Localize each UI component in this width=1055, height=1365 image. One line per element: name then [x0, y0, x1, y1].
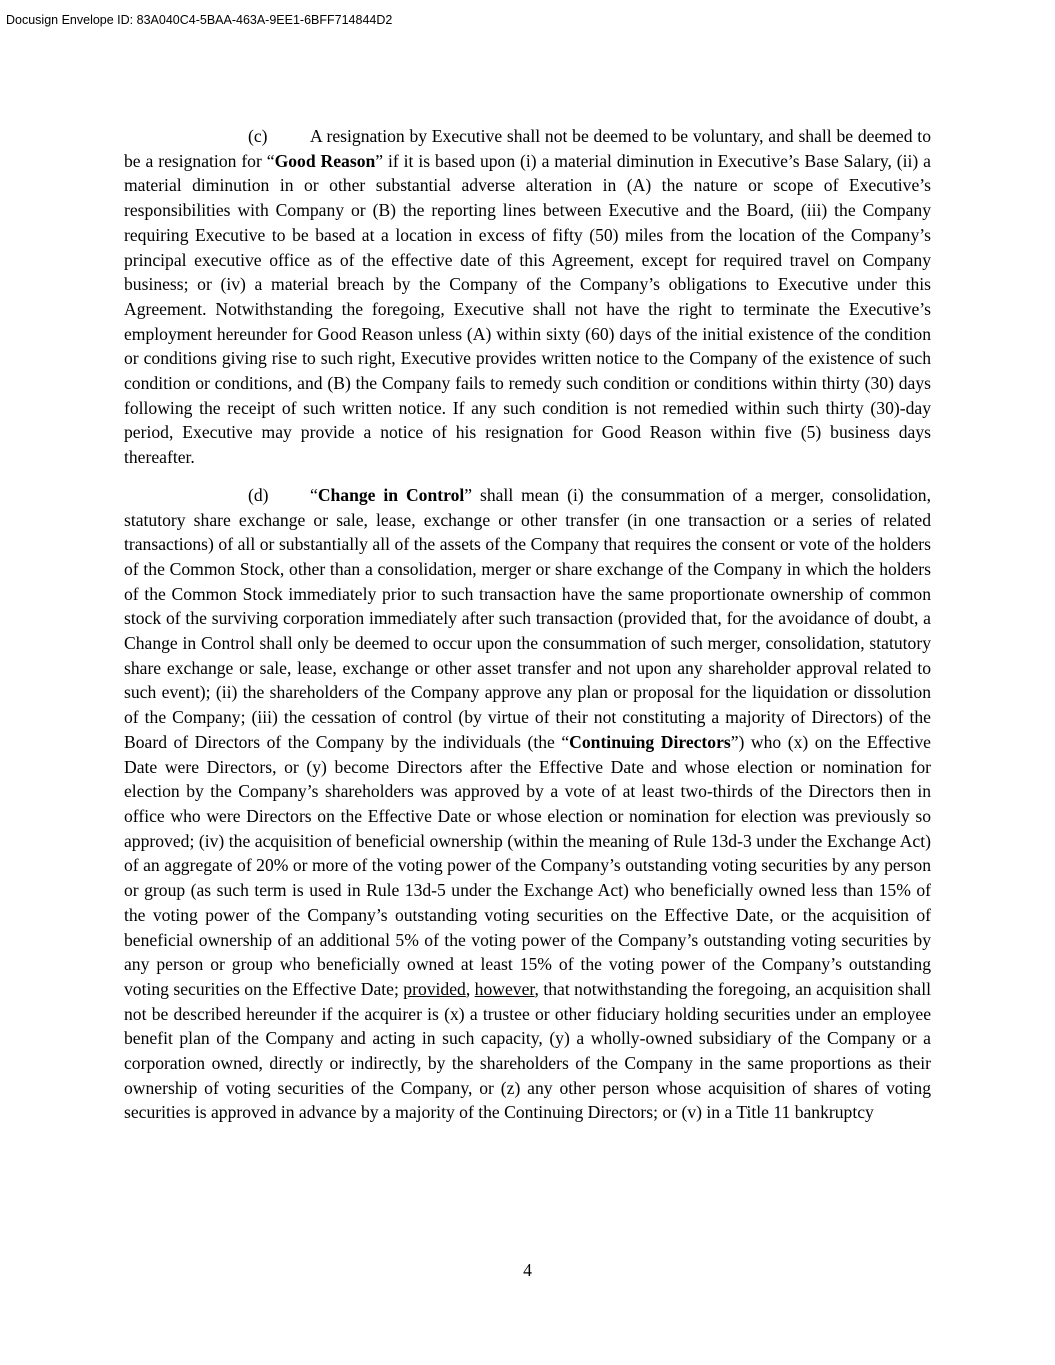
paragraph-c-text-2: ” if it is based upon (i) a material diminution in Executive’s Base Salary, (ii) a material diminution in or other substantial adverse alteration in (A) the nature or scope of Executive’s responsibilities with Company or (B) the reporting lines between Executive and the Board, (iii) the Company requiring Executive to be based at a location in excess of fifty (50) miles from the location of the Company’s principal executive office as of the effective date of this Agreement, except for required travel on Company business; or (iv) a material breach by the Company of the Company’s obligations to Executive under this Agreement. Notwithstanding the foregoing, Executive shall not have the right to terminate the Executive’s employment hereunder for Good Reason unless (A) within sixty (60) days of the initial existence of the condition or conditions giving rise to such right, Executive provides written notice to the Company of the existence of such condition or conditions, and (B) the Company fails to remedy such condition or conditions within thirty (30) days following the receipt of such written notice. If any such condition is not remedied within such thirty (30)-day period, Executive may provide a notice of his resignation for Good Reason within five (5) business days thereafter. [124, 150, 931, 468]
document-body [124, 124, 931, 1125]
underlined-provided: provided [403, 978, 466, 999]
defined-term-good-reason: Good Reason [274, 150, 376, 171]
paragraph-d [124, 483, 931, 1125]
defined-term-change-in-control: Change in Control [317, 484, 465, 505]
envelope-id-header: Docusign Envelope ID: 83A040C4-5BAA-463A-9EE1-6BFF714844D2 [6, 13, 393, 27]
paragraph-d-text-2: ”) who (x) on the Effective Date were Directors, or (y) become Directors after the Effective Date and whose election or nomination for election by the Company’s shareholders was approved by a vote of at least two-thirds of the Directors then in office who were Directors on the Effective Date or whose election or nomination for election was previously so approved; (iv) the acquisition of beneficial ownership (within the meaning of Rule 13d-3 under the Exchange Act) of an aggregate of 20% or more of the voting power of the Company’s outstanding voting securities by any person or group (as such term is used in Rule 13d-5 under the Exchange Act) who beneficially owned less than 15% of the voting power of the Company’s outstanding voting securities on the Effective Date, or the acquisition of beneficial ownership of an additional 5% of the voting power of the Company’s outstanding voting securities by any person or group who beneficially owned at least 15% of the voting power of the Company’s outstanding voting securities on the Effective Date; [124, 731, 931, 999]
paragraph-c-text-1: A resignation by Executive shall not be deemed to be voluntary, and shall be deemed to be a resignation for “ [124, 126, 931, 171]
paragraph-d-text-3: , [465, 978, 475, 999]
paragraph-d-text-1: ” shall mean (i) the consummation of a merger, consolidation, statutory share exchange or sale, lease, exchange or other transfer (in one transaction or a series of related transactions) of all or substantially all of the assets of the Company that requires the consent or vote of the holders of the Common Stock, other than a consolidation, merger or share exchange of the Company in which the holders of the Common Stock immediately prior to such transaction have the same proportionate ownership of common stock of the surviving corporation immediately after such transaction (provided that, for the avoidance of doubt, a Change in Control shall only be deemed to occur upon the consummation of such merger, consolidation, statutory share exchange or sale, lease, exchange or other asset transfer and not upon any shareholder approval related to such event); (ii) the shareholders of the Company approve any plan or proposal for the liquidation or dissolution of the Company; (iii) the cessation of control (by virtue of their not constituting a majority of Directors) of the Board of Directors of the Company by the individuals (the “ [124, 484, 931, 752]
paragraph-c [124, 124, 931, 470]
paragraph-c-enumerator: (c) [248, 126, 268, 146]
paragraph-d-enumerator: (d) [248, 484, 269, 505]
paragraph-d-open-quote: “ [310, 484, 318, 505]
underlined-however: however [474, 978, 535, 999]
paragraph-d-text-4: , that notwithstanding the foregoing, an acquisition shall not be described hereunder if the acquirer is (x) a trustee or other fiduciary holding securities under an employee benefit plan of the Company and acting in such capacity, (y) a wholly-owned subsidiary of the Company or a corporation owned, directly or indirectly, by the shareholders of the Company in the same proportions as their ownership of voting securities of the Company, or (z) any other person whose acquisition of shares of voting securities is approved in advance by a majority of the Continuing Directors; or (v) in a Title 11 bankruptcy [124, 978, 932, 1123]
defined-term-continuing-directors: Continuing Directors [569, 731, 731, 752]
page-number: 4 [523, 1260, 532, 1280]
